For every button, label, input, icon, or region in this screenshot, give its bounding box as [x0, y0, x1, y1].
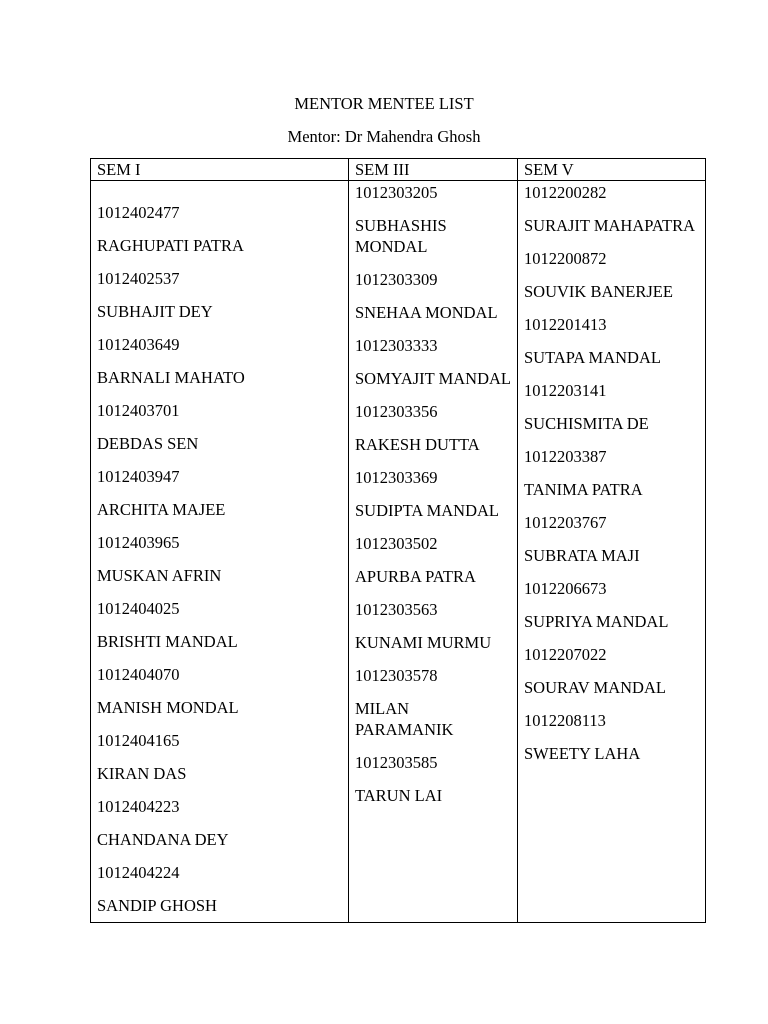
student-name: APURBA PATRA [355, 567, 476, 586]
student-name: KIRAN DAS [97, 764, 187, 783]
table-body-row [91, 181, 706, 923]
student-name: MANISH MONDAL [97, 698, 239, 717]
student-name: MUSKAN AFRIN [97, 566, 222, 585]
student-name: TANIMA PATRA [524, 480, 643, 499]
sem5-list [524, 181, 699, 764]
student-name: SUBRATA MAJI [524, 546, 640, 565]
student-id: 1012303578 [355, 666, 438, 685]
student-id: 1012303333 [355, 336, 438, 355]
student-id: 1012208113 [524, 711, 606, 730]
student-id: 1012203141 [524, 381, 607, 400]
student-id: 1012404165 [97, 731, 180, 750]
sem3-list [355, 181, 511, 806]
column-header-sem1: SEM I [91, 159, 349, 181]
student-name: SOUVIK BANERJEE [524, 282, 673, 301]
student-id: 1012402477 [97, 203, 180, 222]
student-name: RAKESH DUTTA [355, 435, 480, 454]
student-name: SUPRIYA MANDAL [524, 612, 669, 631]
student-name: RAGHUPATI PATRA [97, 236, 244, 255]
student-name: SUCHISMITA DE [524, 414, 649, 433]
sem3-cell [349, 181, 518, 923]
student-name: SNEHAA MONDAL [355, 303, 498, 322]
student-name: MILAN PARAMANIK [355, 699, 454, 739]
student-id: 1012403701 [97, 401, 180, 420]
student-id: 1012303356 [355, 402, 438, 421]
student-id: 1012303563 [355, 600, 438, 619]
student-id: 1012207022 [524, 645, 607, 664]
student-name: BARNALI MAHATO [97, 368, 245, 387]
student-name: DEBDAS SEN [97, 434, 199, 453]
student-name: SUDIPTA MANDAL [355, 501, 499, 520]
sem1-list [97, 181, 342, 916]
mentee-table [90, 158, 706, 923]
student-id: 1012303585 [355, 753, 438, 772]
student-name: SUTAPA MANDAL [524, 348, 661, 367]
student-id: 1012404224 [97, 863, 180, 882]
student-id: 1012402537 [97, 269, 180, 288]
student-id: 1012303502 [355, 534, 438, 553]
table-header-row [91, 159, 706, 181]
sem1-cell [91, 181, 349, 923]
student-name: SANDIP GHOSH [97, 896, 217, 915]
student-name: SOMYAJIT MANDAL [355, 369, 512, 388]
student-id: 1012404223 [97, 797, 180, 816]
student-id: 1012201413 [524, 315, 607, 334]
student-id: 1012404025 [97, 599, 180, 618]
student-id: 1012303205 [355, 183, 438, 202]
student-id: 1012200872 [524, 249, 607, 268]
sem5-cell [518, 181, 706, 923]
student-name: BRISHTI MANDAL [97, 632, 238, 651]
student-id: 1012303309 [355, 270, 438, 289]
student-id: 1012403649 [97, 335, 180, 354]
student-name: CHANDANA DEY [97, 830, 229, 849]
student-name: ARCHITA MAJEE [97, 500, 226, 519]
student-id: 1012203387 [524, 447, 607, 466]
mentor-line: Mentor: Dr Mahendra Ghosh [287, 127, 481, 146]
student-id: 1012303369 [355, 468, 438, 487]
student-name: SURAJIT MAHAPATRA [524, 216, 696, 235]
column-header-sem3: SEM III [349, 159, 518, 181]
student-name: SUBHAJIT DEY [97, 302, 213, 321]
student-name: TARUN LAI [355, 786, 443, 805]
page-title: MENTOR MENTEE LIST [294, 94, 474, 113]
student-id: 1012206673 [524, 579, 607, 598]
student-name: SOURAV MANDAL [524, 678, 666, 697]
student-id: 1012200282 [524, 183, 607, 202]
student-id: 1012403947 [97, 467, 180, 486]
student-name: SWEETY LAHA [524, 744, 641, 763]
student-id: 1012203767 [524, 513, 607, 532]
column-header-sem5: SEM V [518, 159, 706, 181]
student-id: 1012403965 [97, 533, 180, 552]
student-id: 1012404070 [97, 665, 180, 684]
student-name: SUBHASHIS MONDAL [355, 216, 447, 256]
student-name: KUNAMI MURMU [355, 633, 492, 652]
